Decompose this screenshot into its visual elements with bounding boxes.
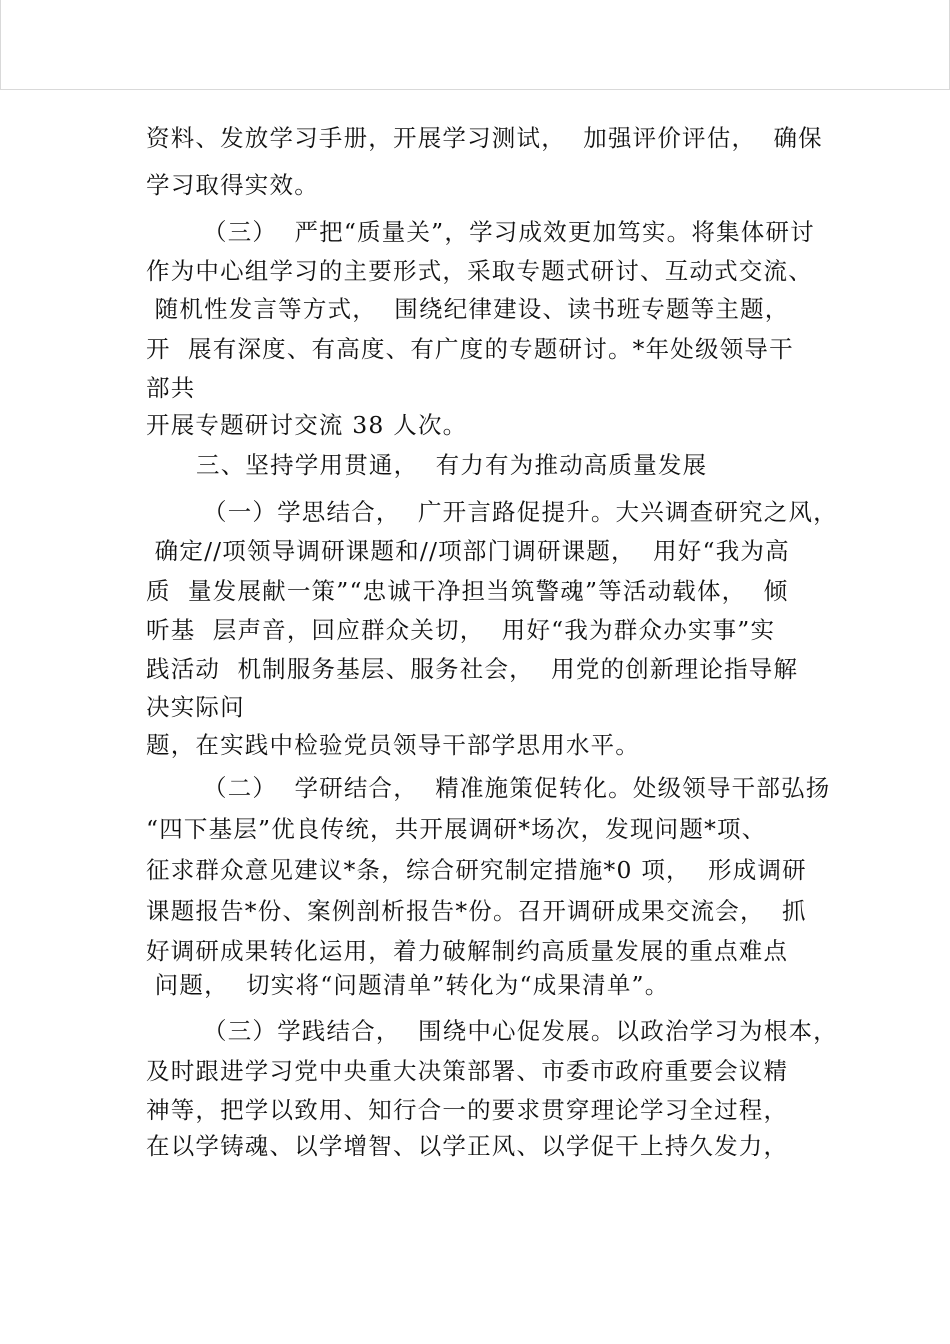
paragraph-heading-line: （三）学践结合， 围绕中心促发展。以政治学习为根本， xyxy=(203,1017,838,1045)
text-line: “四下基层”优良传统，共开展调研*场次，发现问题*项、 xyxy=(146,815,767,843)
text-line: 神等，把学以致用、知行合一的要求贯穿理论学习全过程， xyxy=(146,1096,789,1124)
text-line: 在以学铸魂、以学增智、以学正风、以学促干上持久发力， xyxy=(146,1132,789,1160)
text-line: 决实际问 xyxy=(146,693,245,721)
paragraph-heading-line: （一）学思结合， 广开言路促提升。大兴调查研究之风， xyxy=(203,498,838,526)
text-line: 学习取得实效。 xyxy=(146,171,319,199)
paragraph-heading-line: （三） 严把“质量关”，学习成效更加笃实。将集体研讨 xyxy=(203,218,815,246)
text-line: 确定//项领导调研课题和//项部门调研课题， 用好“我为高 xyxy=(146,537,790,565)
text-line: 题，在实践中检验党员领导干部学思用水平。 xyxy=(146,731,640,759)
text-line: 部共 xyxy=(146,374,196,402)
text-line: 及时跟进学习党中央重大决策部署、市委市政府重要会议精 xyxy=(146,1057,789,1085)
text-line: 开 展有深度、有高度、有广度的专题研讨。*年处级领导干 xyxy=(146,335,794,363)
text-line: 资料、发放学习手册，开展学习测试， 加强评价评估， 确保 xyxy=(146,124,823,152)
text-line: 课题报告*份、案例剖析报告*份。召开调研成果交流会， 抓 xyxy=(146,897,807,925)
text-line: 好调研成果转化运用，着力破解制约高质量发展的重点难点 xyxy=(146,937,789,965)
text-line: 随机性发言等方式， 围绕纪律建设、读书班专题等主题， xyxy=(146,295,790,323)
paragraph-heading-line: （二） 学研结合， 精准施策促转化。处级领导干部弘扬 xyxy=(203,774,831,802)
section-heading: 三、坚持学用贯通， 有力有为推动高质量发展 xyxy=(196,451,708,479)
text-line: 听基 层声音，回应群众关切， 用好“我为群众办实事”实 xyxy=(146,616,776,644)
text-line: 质 量发展献一策”“忠诚干净担当筑警魂”等活动载体， 倾 xyxy=(146,577,789,605)
text-line: 问题， 切实将“问题清单”转化为“成果清单”。 xyxy=(146,971,670,999)
text-line: 征求群众意见建议*条，综合研究制定措施*0 项， 形成调研 xyxy=(146,856,807,884)
text-line: 践活动 机制服务基层、服务社会， 用党的创新理论指导解 xyxy=(146,655,799,683)
text-line: 作为中心组学习的主要形式，采取专题式研讨、互动式交流、 xyxy=(146,257,813,285)
text-line: 开展专题研讨交流 38 人次。 xyxy=(146,411,468,439)
